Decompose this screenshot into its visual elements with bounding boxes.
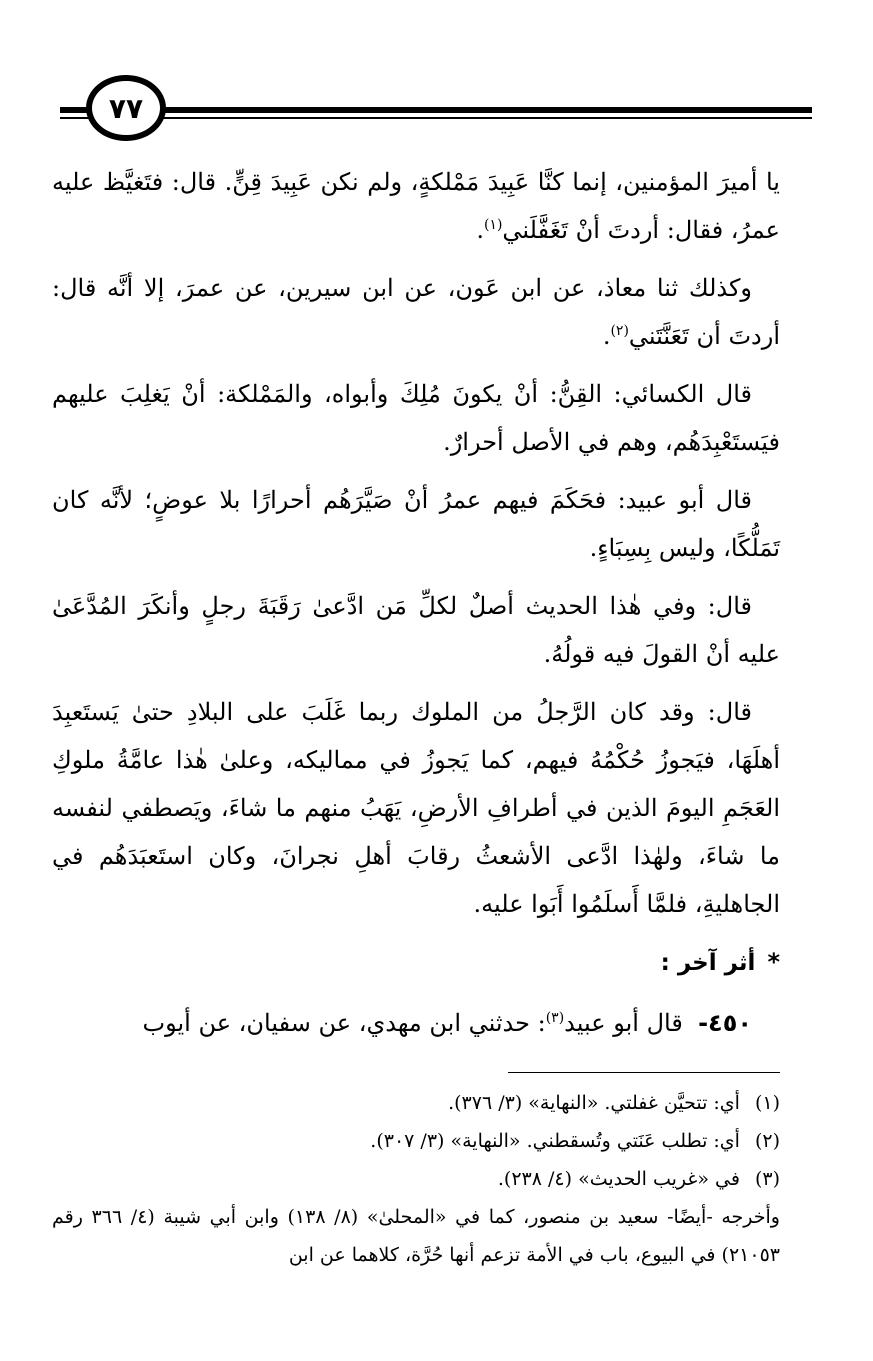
paragraph-6: قال: وقد كان الرَّجلُ من الملوك ربما غَلَبَ على البلادِ حتىٰ يَستَعبِدَ أهلَهَا، فيَجوزُ حُكْمُهُ فيهم، كما يَجوزُ في مماليكه، وعلىٰ هٰذا عامَّةُ ملوكِ العَجَمِ اليومَ الذين في أطرافِ الأرضِ، يَهَبُ منهم ما شاءَ، ويَصطفي لنفسه ما شاءَ، ولهٰذا ادَّعى الأشعثُ رقابَ أهلِ نجرانَ، وكان استَعبَدَهُم في الجاهليةِ، فلمَّا أَسلَمُوا أَبَوا عليه. (52, 698, 780, 918)
footnote-marker-2: (٢) (610, 323, 629, 339)
footnote-3: (٣) في «غريب الحديث» (٤/ ٢٣٨). (497, 1168, 780, 1190)
entry-450: ٤٥٠- قال أبو عبيد$^{(٣)}$: حدثني ابن مهدي، عن سفيان، عن أيوب (142, 1009, 752, 1037)
star-icon: * (767, 948, 780, 976)
header-rule-thin (60, 117, 812, 119)
main-text (52, 158, 780, 1057)
footnote-continuation: وأخرجه -أيضًا- سعيد بن منصور، كما في «المحلىٰ» (٨/ ١٣٨) وابن أبي شيبة (٤/ ٣٦٦ رقم ٢١٠٥٣) في البيوع، باب في الأمة تزعم أنها حُرَّة، كلاهما عن ابن (52, 1206, 780, 1266)
paragraph-2: وكذلك ثنا معاذ، عن ابن عَون، عن ابن سيرين، عن عمرَ، إلا أنَّه قال: أردتَ أن تَعَنَّتَني$^{(٢)}$. (52, 274, 780, 350)
header-rule-thick (60, 107, 812, 113)
footnote-2: (٢) أي: تطلب عَنَتي وتُسقطني. «النهاية» (٣/ ٣٠٧). (370, 1130, 780, 1152)
footnote-separator (508, 1072, 780, 1073)
page-number: ٧٧ (108, 91, 144, 125)
paragraph-1: يا أميرَ المؤمنين، إنما كنَّا عَبِيدَ مَمْلكةٍ، ولم نكن عَبِيدَ قِنٍّ. قال: فتَغيَّظ عليه عمرُ، فقال: أردتَ أنْ تَغَفَّلَني$^{(١)}$. (52, 168, 780, 244)
page-number-badge (86, 75, 166, 141)
footnote-marker-3: (٣) (545, 1010, 565, 1026)
entry-number: ٤٥٠- (698, 1009, 752, 1037)
page-header (0, 0, 873, 150)
section-heading: *أثر آخر : (660, 948, 780, 976)
paragraph-5: قال: وفي هٰذا الحديث أصلٌ لكلِّ مَن ادَّعىٰ رَقَبَةَ رجلٍ وأنكَرَ المُدَّعَىٰ عليه أنْ القولَ فيه قولُهُ. (52, 592, 780, 668)
paragraph-3: قال الكسائي: القِنُّ: أنْ يكونَ مُلِكَ وأبواه، والمَمْلكة: أنْ يَغلِبَ عليهم فيَستَعْبِدَهُم، وهم في الأصل أحرارٌ. (52, 380, 780, 456)
footnotes (52, 1084, 780, 1274)
footnote-1: (١) أي: تتحيَّن غفلتي. «النهاية» (٣/ ٣٧٦). (448, 1092, 780, 1114)
footnote-marker-1: (١) (483, 217, 503, 233)
paragraph-4: قال أبو عبيد: فحَكَمَ فيهم عمرُ أنْ صَيَّرَهُم أحرارًا بلا عوضٍ؛ لأنَّه كان تَمَلُّكًا، وليس بِسِبَاءٍ. (52, 486, 780, 562)
